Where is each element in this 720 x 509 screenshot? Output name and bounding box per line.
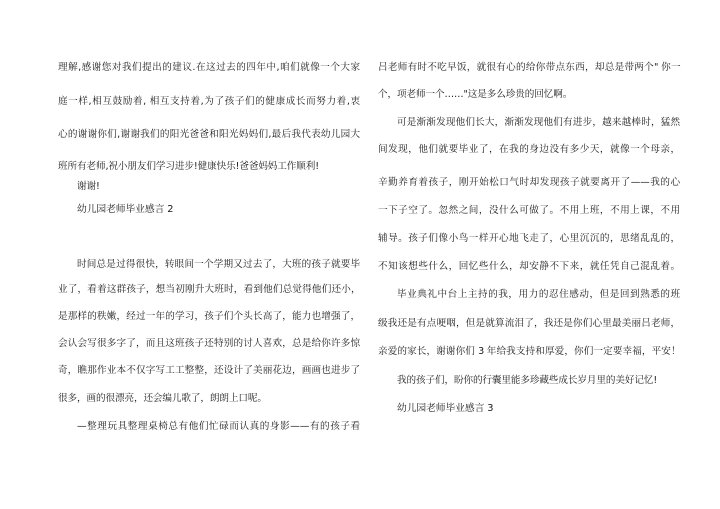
text-line: 辛勤养育着孩子，刚开始松口气时却发现孩子就要离开了——我的心 (378, 177, 680, 188)
text-line: 个，项老师一个……"这是多么珍贵的回忆啊。 (378, 89, 573, 100)
text-line: 心的谢谢你们,谢谢我们的阳光爸爸和阳光妈妈们,最后我代表幼儿园大 (58, 129, 360, 140)
text-line: 很多，画的很漂亮，还会编儿歌了，朗朗上口呢。 (58, 393, 267, 404)
text-line: 辅导。孩子们像小鸟一样开心地飞走了，心里沉沉的，思绪乱乱的， (378, 233, 680, 244)
text-line: 间发现，他们就要毕业了，在我的身边没有多少天，就像一个母亲， (378, 144, 680, 155)
text-line: —整理玩具整理桌椅总有他们忙碌而认真的身影——有的孩子看 (77, 421, 360, 432)
text-line: 是那样的秩嫩，经过一年的学习，孩子们个头长高了，能力也增强了， (58, 311, 360, 322)
text-line: 时间总是过得很快，转眼间一个学期又过去了，大班的孩子就要毕 (77, 259, 360, 270)
text-line: 不知该想些什么，回忆些什么，却安静不下来，就任凭自己混乱着。 (378, 261, 680, 272)
text-line: 班所有老师,祝小朋友们学习进步!健康快乐!爸爸妈妈工作顺利! (58, 161, 320, 172)
text-line: 我的孩子们，盼你的行囊里能多珍藏些成长岁月里的美好记忆! (397, 375, 658, 386)
text-line: 可是渐渐发现他们长大，渐渐发现他们有进步，越来越棒时，猛然 (397, 117, 680, 128)
text-line: 奇，瞧那作业本不仅字写工工整整，还设计了美丽花边，画画也进步了 (58, 365, 360, 376)
section-heading: 幼儿园老师毕业感言 2 (77, 204, 174, 215)
text-line: 会认会写很多字了，而且这班孩子还特别的讨人喜欢，总是给你许多惊 (58, 338, 360, 349)
text-line: 亲爱的家长，谢谢你们 3 年给我支持和厚爱，你们一定要幸福，平安！ (378, 346, 680, 357)
section-heading: 幼儿园老师毕业感言 3 (397, 403, 494, 414)
text-line: 业了，看着这群孩子，想当初刚升大班时，看到他们总觉得他们还小， (58, 284, 360, 295)
text-line: 理解,感谢您对我们提出的建议.在这过去的四年中,咱们就像一个大家 (58, 62, 360, 73)
text-line: 吕老师有时不吃早饭，就很有心的给你带点东西，却总是带两个" 你一 (378, 62, 680, 73)
text-line: 谢谢! (77, 181, 100, 192)
text-line: 级我还是有点哽咽，但是就算流泪了，我还是你们心里最美丽吕老师， (378, 318, 680, 329)
text-line: 一下子空了。忽然之间，没什么可做了。不用上班，不用上课，不用 (378, 205, 680, 216)
text-line: 庭一样,相互鼓励着, 相互支持着,为了孩子们的健康成长而努力着,衷 (58, 96, 360, 107)
text-line: 毕业典礼中台上主持的我，用力的忍住感动，但是回到熟悉的班 (397, 289, 680, 300)
